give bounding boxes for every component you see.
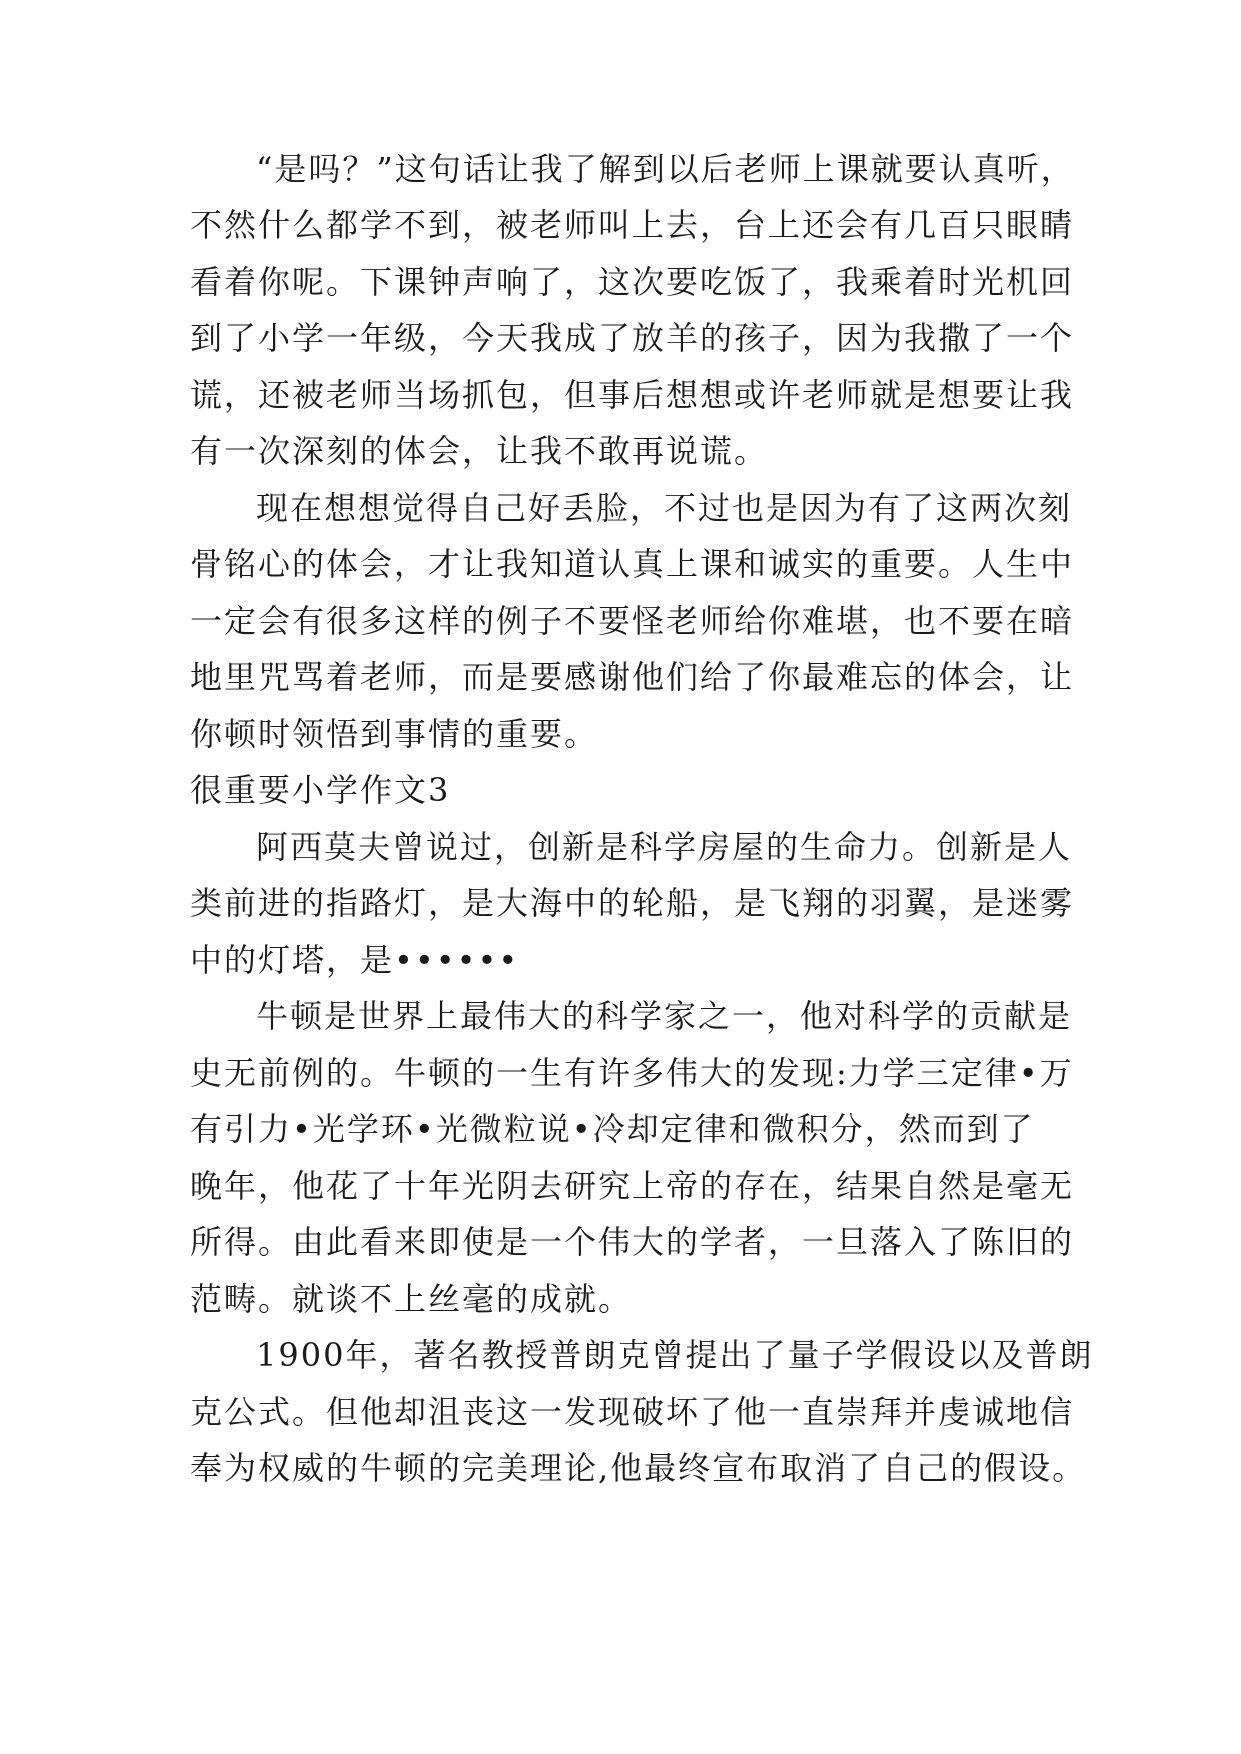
paragraph-line: 你顿时领悟到事情的重要。: [190, 715, 599, 753]
paragraph-line: 所得。由此看来即使是一个伟大的学者，一旦落入了陈旧的: [190, 1223, 1075, 1261]
paragraph-line: 奉为权威的牛顿的完美理论,他最终宣布取消了自己的假设。: [190, 1449, 1087, 1487]
section-heading: 很重要小学作文3: [190, 771, 451, 809]
paragraph-line: 现在想想觉得自己好丢脸，不过也是因为有了这两次刻: [256, 489, 1073, 527]
paragraph-line: 中的灯塔，是••••••: [190, 941, 520, 979]
paragraph-line: 有一次深刻的体会，让我不敢再说谎。: [190, 432, 769, 470]
paragraph-line: 范畴。就谈不上丝毫的成就。: [190, 1280, 633, 1318]
paragraph-line: 克公式。但他却沮丧这一发现破坏了他一直崇拜并虔诚地信: [190, 1393, 1075, 1431]
paragraph-line: 1900年，著名教授普朗克曾提出了量子学假设以及普朗: [256, 1336, 1094, 1374]
paragraph-line: 不然什么都学不到，被老师叫上去，台上还会有几百只眼睛: [190, 206, 1075, 244]
paragraph-line: 地里咒骂着老师，而是要感谢他们给了你最难忘的体会，让: [190, 658, 1075, 696]
paragraph-line: 晚年，他花了十年光阴去研究上帝的存在，结果自然是毫无: [190, 1167, 1075, 1205]
paragraph-line: 类前进的指路灯，是大海中的轮船，是飞翔的羽翼，是迷雾: [190, 884, 1075, 922]
paragraph-line: 看着你呢。下课钟声响了，这次要吃饭了，我乘着时光机回: [190, 263, 1075, 301]
paragraph-line: “是吗？”这句话让我了解到以后老师上课就要认真听，: [256, 150, 1075, 188]
paragraph-line: 牛顿是世界上最伟大的科学家之一，他对科学的贡献是: [256, 997, 1073, 1035]
paragraph-line: 有引力•光学环•光微粒说•冷却定律和微积分，然而到了: [190, 1110, 1035, 1148]
paragraph-line: 骨铭心的体会，才让我知道认真上课和诚实的重要。人生中: [190, 545, 1075, 583]
paragraph-line: 史无前例的。牛顿的一生有许多伟大的发现:力学三定律•万: [190, 1054, 1074, 1092]
paragraph-line: 到了小学一年级，今天我成了放羊的孩子，因为我撒了一个: [190, 319, 1075, 357]
paragraph-line: 谎，还被老师当场抓包，但事后想想或许老师就是想要让我: [190, 376, 1075, 414]
paragraph-line: 阿西莫夫曾说过，创新是科学房屋的生命力。创新是人: [256, 828, 1073, 866]
paragraph-line: 一定会有很多这样的例子不要怪老师给你难堪，也不要在暗: [190, 602, 1075, 640]
